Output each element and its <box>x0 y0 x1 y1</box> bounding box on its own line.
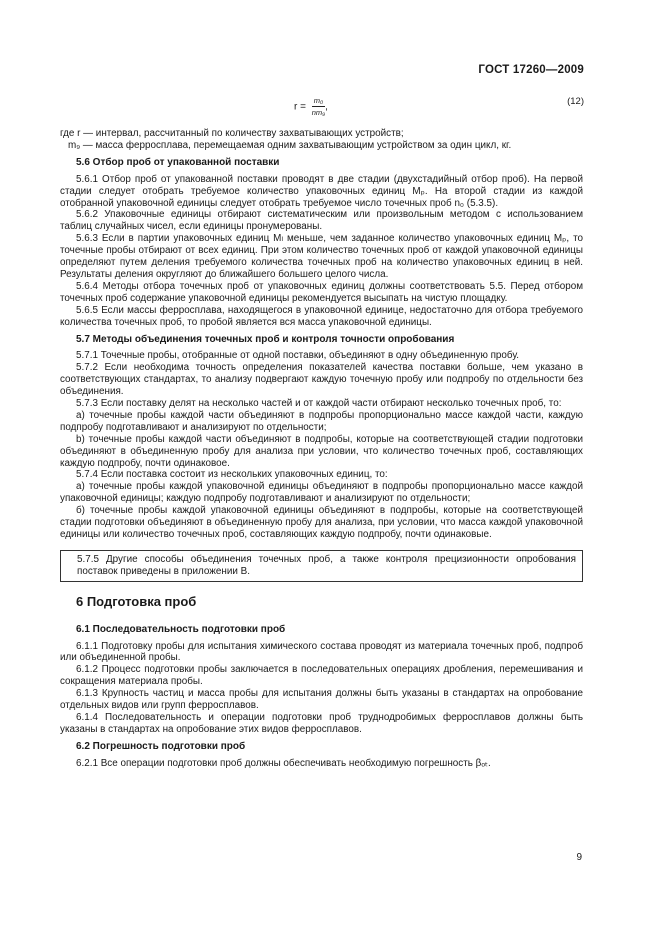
para-5-7-5: 5.7.5 Другие способы объединения точечных проб, а также контроля прецизионности опробования поставок приведены в приложении В. <box>77 553 576 577</box>
para-5-7-1: 5.7.1 Точечные пробы, отобранные от одной поставки, объединяют в одну объединенную пробу. <box>76 350 520 362</box>
formula-denominator: nm₉ <box>311 108 326 117</box>
section-6-heading: 6 Подготовка проб <box>76 593 197 609</box>
para-5-7-2: 5.7.2 Если необходима точность определения показателей качества поставки больше, чем указано в соответствующих стандартах, то анализу подвергают каждую точечную пробу или подпробу по отдельности без объединения. <box>60 362 583 398</box>
para-5-6-2: 5.6.2 Упаковочные единицы отбирают систематическим или произвольным методом с использованием таблиц случайных чисел, если единицы пронумерованы. <box>60 209 583 233</box>
section-6-1-heading: 6.1 Последовательность подготовки проб <box>76 623 286 635</box>
para-5-6-4: 5.6.4 Методы отбора точечных проб от упаковочных единиц должны соответствовать 5.5. Перед отбором точечных проб содержание упаковочной единицы рекомендуется высыпать на чистую площадку. <box>60 280 583 304</box>
para-5-7-4-b: б) точечные пробы каждой упаковочной единицы объединяют в подпробы, которые на соответствующей стадии подготовки объединяют в объединенную пробу для анализа, при условии, что масса каждой упаковочной единицы или количество точечных проб, составляющих каждую подпробу, почти одинаковые. <box>60 505 583 540</box>
para-5-6-3: 5.6.3 Если в партии упаковочных единиц Mₗ меньше, чем заданное количество упаковочных единиц Mₚ, то точечные пробы отбирают от всех единиц. При этом количество точечных проб от каждой упаковочной единицы определяют путем деления требуемого количества точечных проб на количество упаковочных единиц в ней. Результаты деления округляют до ближайшего большего целого числа. <box>60 233 583 280</box>
para-6-1-4: 6.1.4 Последовательность и операции подготовки проб труднодробимых ферросплавов должны быть указаны в стандартах на опробование этих видов ферросплавов. <box>60 711 583 735</box>
section-5-6-heading: 5.6 Отбор проб от упакованной поставки <box>76 156 280 168</box>
formula-fraction <box>312 96 325 118</box>
where-line-1: где r — интервал, рассчитанный по количеству захватывающих устройств; <box>60 128 404 139</box>
where-line-2: m₉ — масса ферросплава, перемещаемая одним захватывающим устройством за один цикл, кг. <box>68 139 512 151</box>
standard-header: ГОСТ 17260—2009 <box>478 64 584 76</box>
section-6-2-heading: 6.2 Погрешность подготовки проб <box>76 740 246 752</box>
page-number: 9 <box>576 852 582 863</box>
body-text <box>60 128 583 770</box>
section-5-7-heading: 5.7 Методы объединения точечных проб и контроля точности опробования <box>76 333 455 345</box>
para-6-1-2: 6.1.2 Процесс подготовки пробы заключается в последовательных операциях дробления, перемешивания и сокращения материала пробы. <box>60 664 583 688</box>
para-5-7-4: 5.7.4 Если поставка состоит из нескольких упаковочных единиц, то: <box>76 469 388 481</box>
formula-lhs: r = <box>294 101 306 113</box>
para-5-7-4-a: а) точечные пробы каждой упаковочной единицы объединяют в подпробы пропорционально массе каждой упаковочной единицы; каждую подпробу подготавливают и анализируют по отдельности; <box>60 481 583 505</box>
para-5-7-3-a: а) точечные пробы каждой части объединяют в подпробы пропорционально массе каждой части, каждую подпробу подготавливают и анализируют по отдельности; <box>60 409 583 433</box>
para-5-7-3: 5.7.3 Если поставку делят на несколько частей и от каждой части отбирают несколько точечных проб, то: <box>76 398 562 410</box>
formula-number: (12) <box>567 96 584 107</box>
formula-12 <box>294 96 328 118</box>
para-5-6-5: 5.6.5 Если массы ферросплава, находящегося в упаковочной единице, недостаточно для отбора требуемого количества точечных проб, то пробой является вся масса упаковочной единицы. <box>60 304 583 328</box>
para-6-2-1: 6.2.1 Все операции подготовки проб должны обеспечивать необходимую погрешность βₒₜ. <box>76 757 491 769</box>
para-5-7-3-b: b) точечные пробы каждой части объединяют в подпробы, которые на соответствующей стадии подготовки объединяют в объединенную пробу для анализа при условии, что количество точечных проб, составляющих каждую подпробу, почти одинаковое. <box>60 433 583 469</box>
para-6-1-3: 6.1.3 Крупность частиц и масса пробы для испытания должны быть указаны в стандартах на опробование отдельных видов или групп ферросплавов. <box>60 688 583 712</box>
formula-numerator: m₀ <box>313 96 324 105</box>
formula-tail: , <box>325 101 328 113</box>
para-5-6-1: 5.6.1 Отбор проб от упакованной поставки проводят в две стадии (двухстадийный отбор проб). На первой стадии следует отобрать требуемое количество упаковочных единиц Mₚ. На второй стадии из каждой отобранной упаковочной единицы следует отобрать требуемое число точечных проб n₀ (5.3.5). <box>60 173 583 209</box>
boxed-note-5-7-5 <box>60 550 583 582</box>
para-6-1-1: 6.1.1 Подготовку пробы для испытания химического состава проводят из материала точечных проб, подпроб или объединенной пробы. <box>60 640 583 664</box>
